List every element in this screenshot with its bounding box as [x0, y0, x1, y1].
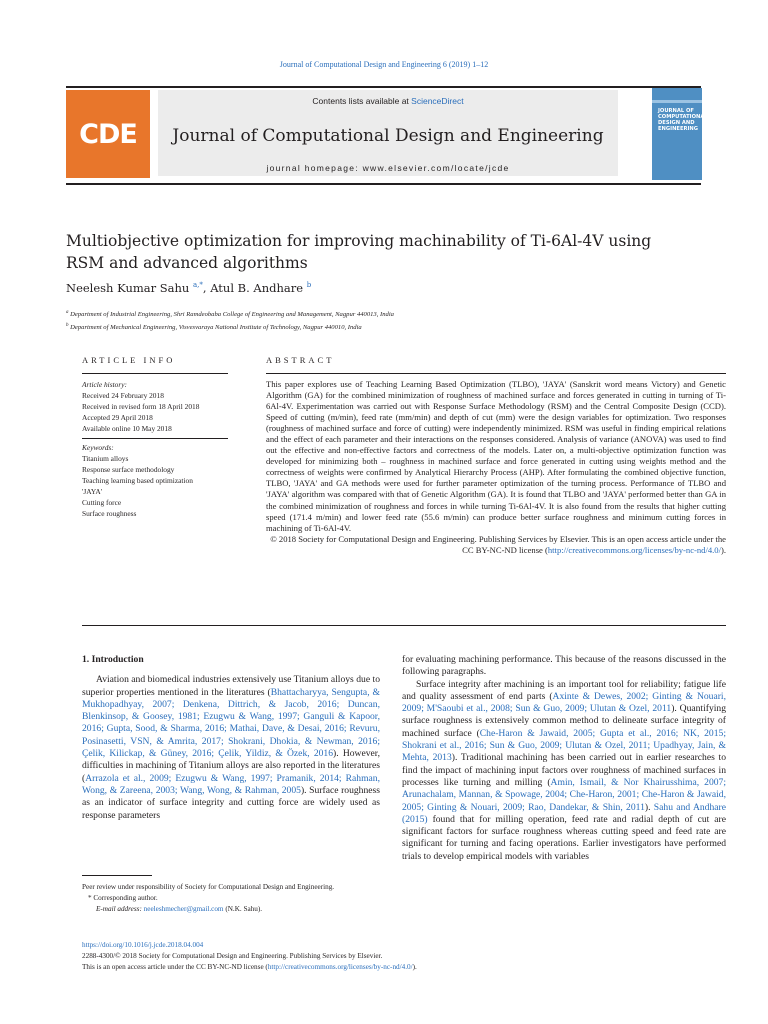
citation-link[interactable]: Sahu and Andhare (2015): [402, 801, 726, 825]
footnotes: [82, 882, 380, 914]
email-suffix: (N.K. Sahu).: [223, 904, 263, 913]
citation-link[interactable]: Amin, Ismail, & Nor Khairusshima, 2007; Arunachalam, Mannan, & Spowage, 2004; Che-Haron, 2001; Che-Haron & Jawaid, 2005; Ginting & Nouari, 2009; Rao, Dandekar, & Shin, 2011: [402, 776, 727, 813]
author-2[interactable]: Atul B. Andhare: [210, 281, 304, 295]
footer-license-link[interactable]: http://creativecommons.org/licenses/by-nc-nd/4.0/: [267, 963, 413, 971]
abstract-bottom-rule: [82, 625, 726, 626]
journal-cover-image[interactable]: [652, 88, 708, 180]
keyword: Cutting force: [82, 498, 122, 507]
intro-paragraph-continued: for evaluating machining performance. This because of the reasons discussed in the following paragraphs.: [402, 654, 726, 678]
doi-link[interactable]: https://doi.org/10.1016/j.jcde.2018.04.004: [82, 941, 204, 949]
masthead-banner: [158, 90, 618, 176]
history-received: Received 24 February 2018: [82, 391, 164, 400]
copyright-end: ).: [720, 544, 726, 555]
keyword: Titanium alloys: [82, 454, 129, 463]
affiliations: [66, 307, 394, 333]
paper-title: Multiobjective optimization for improving machinability of Ti-6Al-4V using RSM and advanced algorithms: [66, 232, 652, 272]
body-column-right: [402, 654, 726, 863]
keyword: Teaching learning based optimization: [82, 476, 193, 485]
abstract-heading: ABSTRACT: [266, 355, 335, 365]
citation-link[interactable]: Axinte & Dewes, 2002; Ginting & Nouari, 2009; M'Saoubi et al., 2008; Sun & Guo, 2009; Ulutan & Ozel, 2011: [402, 690, 726, 715]
body-column-left: [82, 654, 380, 822]
license-prefix: This is an open access article under the CC BY-NC-ND license (: [82, 963, 268, 971]
article-info: [82, 379, 228, 519]
history-revised: Received in revised form 18 April 2018: [82, 402, 200, 411]
author-list: [66, 281, 311, 295]
para-text: Aviation and biomedical industries extensively use Titanium alloys due to superior properties mentioned in the literatures (: [82, 674, 380, 698]
peer-review-note: Peer review under responsibility of Society for Computational Design and Engineering.: [82, 883, 335, 891]
footnote-rule: [82, 875, 152, 876]
email-link[interactable]: neeleshmecher@gmail.com: [143, 904, 224, 913]
copyright-text: © 2018 Society for Computational Design and Engineering. Publishing Services by Elsevier. This is an open access article under the CC BY-NC-ND license (: [270, 533, 726, 555]
journal-masthead: [66, 86, 708, 185]
affiliation-b-mark: b: [66, 323, 69, 329]
license-line: [82, 962, 726, 973]
para-text: ).: [644, 801, 654, 813]
para-text: ). Surface roughness as an indicator of surface integrity and cutting force are widely used as response parameters: [82, 784, 380, 821]
info-divider: [82, 438, 228, 439]
issn-line: 2288-4300/© 2018 Society for Computational Design and Engineering. Publishing Services by Elsevier.: [82, 952, 383, 960]
history-label: Article history:: [82, 380, 127, 389]
section-heading-introduction: 1. Introduction: [82, 654, 144, 665]
journal-logo: CDE: [66, 90, 150, 178]
history-online: Available online 10 May 2018: [82, 424, 172, 433]
abstract-rule: [266, 373, 726, 374]
para-text: ). However, difficulties in machining of Titanium alloys are also reported in the literatures (: [82, 748, 380, 784]
email-note: [82, 904, 380, 915]
intro-paragraph-1: [82, 674, 380, 822]
abstract-copyright: [266, 534, 726, 556]
author-1[interactable]: Neelesh Kumar Sahu: [66, 281, 190, 295]
abstract-body: [266, 379, 726, 556]
journal-homepage[interactable]: journal homepage: www.elsevier.com/locate/jcde: [266, 163, 510, 173]
cover-stripe: [652, 100, 702, 103]
keyword: Surface roughness: [82, 509, 137, 518]
author-1-affiliation-mark[interactable]: a,*: [192, 281, 203, 290]
intro-paragraph-2: [402, 679, 726, 863]
para-text: Surface integrity after machining is an important tool for reliability; fatigue life and quality assessment of end parts (: [402, 678, 726, 702]
para-text: ). Quantifying surface roughness is extensively common method to delineate surface integrity of machined surface (: [402, 703, 726, 739]
corresponding-author-note: * Corresponding author.: [88, 893, 158, 902]
affiliation-a: [66, 307, 394, 320]
author-separator: ,: [202, 281, 211, 295]
page-footer: [82, 940, 726, 973]
para-text: ). Traditional machining has been carried out in earlier researches to find the impact of machining input factors over roughness of machined surfaces in processes like turning and milling (: [402, 752, 726, 788]
author-2-affiliation-mark[interactable]: b: [306, 281, 312, 290]
affiliation-b: [66, 320, 394, 333]
history-accepted: Accepted 29 April 2018: [82, 413, 153, 422]
citation-link[interactable]: Bhattacharyya, Sengupta, & Mukhopadhyay, 2007; Denkena, Dittrich, & Jacob, 2016; Duncan, Blenkinsop, & Goosey, 1981; Ezugwu & Wang, 1997; Ganguli & Kapoor, 2016; Gupta, Sood, & Sharma, 2016; Mathai, Dave, & Desai, 2016; Revuru, Posinasetti, VSN, & Amrita, 2017; Shokrani, Dhokia, & Newman, 2016; Çelik, Kilickap, & Güney, 2016; Çelik, Yildiz, & Özek, 2016: [82, 686, 380, 760]
para-text: found that for milling operation, feed rate and radial depth of cut are significant factors for surface roughness whereas cutting speed and feed rate are significant for turning and facing operations. Earlier investigators have performed trials to develop empirical models with variables: [402, 813, 726, 862]
affiliation-a-mark: a: [66, 310, 69, 315]
keyword: Response surface methodology: [82, 465, 175, 474]
email-label: E-mail address:: [96, 904, 144, 913]
journal-title: Journal of Computational Design and Engineering: [172, 126, 604, 146]
keyword: 'JAYA': [82, 487, 103, 496]
contents-prefix: Contents lists available at: [312, 96, 412, 106]
citation-link[interactable]: Che-Haron & Jawaid, 2005; Gupta et al., 2016; NK, 2015; Shokrani et al., 2016; Sun & Guo, 2009; Ulutan & Ozel, 2011; Upadhyay, Jain, & Mehta, 2013: [402, 727, 726, 764]
citation-link[interactable]: Arrazola et al., 2009; Ezugwu & Wang, 1997; Pramanik, 2014; Rahman, Wong, & Zareena, 2003; Wang, Wong, & Rahman, 2005: [82, 772, 380, 796]
journal-reference[interactable]: Journal of Computational Design and Engineering 6 (2019) 1–12: [279, 60, 489, 69]
sciencedirect-link[interactable]: ScienceDirect: [411, 96, 464, 106]
license-link[interactable]: http://creativecommons.org/licenses/by-nc-nd/4.0/: [547, 544, 721, 555]
contents-line: [158, 96, 618, 106]
article-info-rule: [82, 373, 228, 374]
article-info-heading: ARTICLE INFO: [82, 355, 176, 365]
keywords-label: Keywords:: [82, 443, 114, 452]
abstract-text: This paper explores use of Teaching Learning Based Optimization (TLBO), 'JAYA' (Sanskrit word means Victory) and Genetic Algorithm (GA) for the combined minimization of roughness of machined surface and forces generated in cutting in turning of Ti-6Al-4V. Experimentation was carried out with Response Surface Methodology (RSM) and the Central Composite Design (CCD). Speed of cutting (m/min), feed rate (mm/min) and depth of cut (mm) were the design variables for optimization. Two responses (roughness of machined surface and force of cutting) were independently minimized. RSM was useful in finding empirical relations and the effect of each parameter and their interactions on the responses considered. Analysis of variance (ANOVA) was used to find out the effective and non-effective factors and correctness of the models. Later on, a multi-objective optimization function was developed for minimizing both – roughness in machined surface and force generated in cutting using weights method and the correctness of weights were confirmed by Analytical Hierarchy Process (AHP). After formulating the combined objective function, TLBO, 'JAYA' and GA methods were used for further parameter optimization of the turning process. Performance of TLBO and 'JAYA' algorithm was compared with that of Genetic Algorithm (GA). It is found that TLBO and 'JAYA' performed better than GA in the combined minimization of roughness and forces in while turning Ti-6Al-4V. It is also found from the results that higher cutting speed (171.4 m/min) and lower feed rate (55.6 m/min) can produce better surface roughness and minimum cutting forces in machining of Ti-6Al-4V.: [266, 379, 726, 533]
affiliation-b-text: Department of Mechanical Engineering, Visvesvaraya National Institute of Technology, Nagpur 440010, India: [70, 324, 362, 332]
license-suffix: ).: [412, 963, 417, 971]
cover-title: JOURNAL OF COMPUTATIONAL DESIGN AND ENGINEERING: [658, 108, 708, 132]
affiliation-a-text: Department of Industrial Engineering, Shri Ramdeobaba College of Engineering and Management, Nagpur 440013, India: [70, 311, 394, 319]
